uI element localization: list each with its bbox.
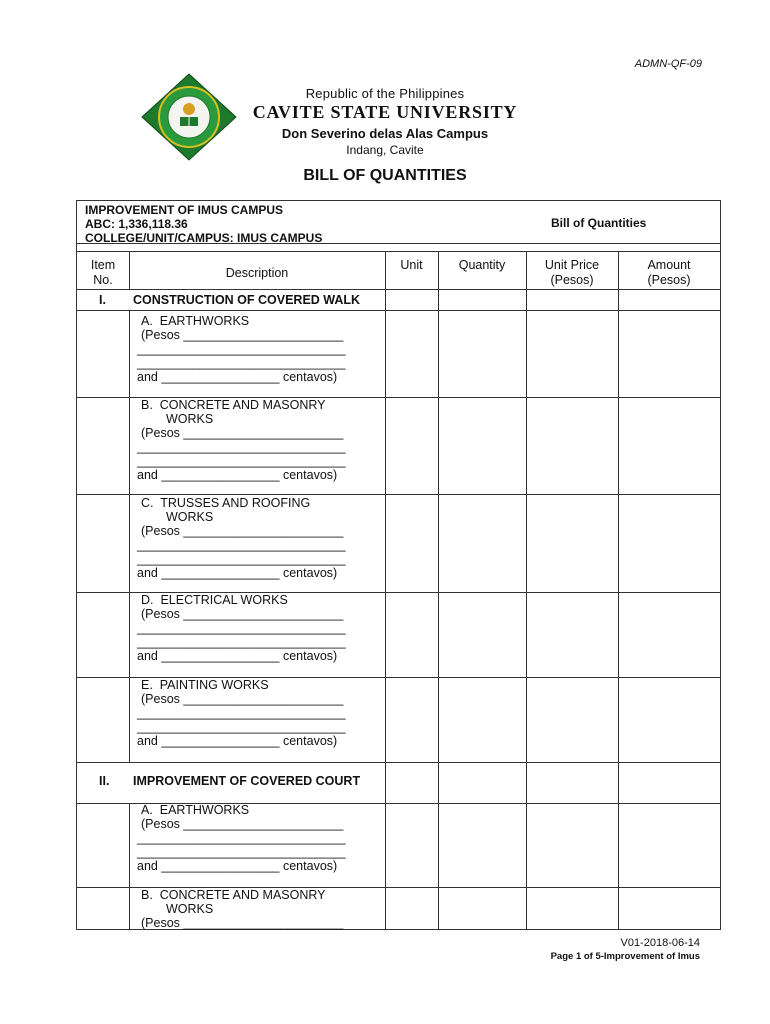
- row-divider: [77, 310, 720, 311]
- work-item: D. ELECTRICAL WORKS (Pesos _______________________ ______________________________ ______________________________ and _________________ centavos): [137, 593, 346, 663]
- work-item: A. EARTHWORKS (Pesos _______________________ ______________________________ ______________________________ and _________________ centavos): [137, 314, 346, 384]
- project-name: IMPROVEMENT OF IMUS CAMPUS: [85, 203, 284, 217]
- section-number: II.: [99, 774, 110, 788]
- divider: [77, 243, 720, 244]
- page-number: Page 1 of 5-Improvement of Imus: [550, 951, 700, 962]
- boq-label: Bill of Quantities: [551, 216, 647, 230]
- column-divider: [526, 251, 527, 930]
- project-abc: ABC: 1,336,118.36: [85, 217, 188, 231]
- version-code: V01-2018-06-14: [620, 937, 700, 949]
- university-name: CAVITE STATE UNIVERSITY: [252, 102, 518, 122]
- work-item: B. CONCRETE AND MASONRY WORKS (Pesos _______________________ ______________________________ ______________________________ and _________________ centavos): [137, 398, 346, 482]
- column-divider: [129, 803, 130, 930]
- work-item: A. EARTHWORKS (Pesos _______________________ ______________________________ ______________________________ and _________________ centavos): [137, 803, 346, 873]
- header-unit-price: Unit Price (Pesos): [544, 258, 600, 287]
- header-quantity: Quantity: [458, 258, 506, 272]
- divider: [77, 289, 720, 290]
- document-title: BILL OF QUANTITIES: [303, 167, 467, 184]
- column-divider: [129, 310, 130, 762]
- work-item: C. TRUSSES AND ROOFING WORKS (Pesos _______________________ ______________________________ ______________________________ and _________________ centavos): [137, 496, 346, 580]
- header-amount: Amount (Pesos): [647, 258, 691, 287]
- section-number: I.: [99, 293, 106, 307]
- header-description: Description: [225, 266, 289, 280]
- republic-line: Republic of the Philippines: [305, 86, 465, 101]
- project-unit: COLLEGE/UNIT/CAMPUS: IMUS CAMPUS: [85, 231, 323, 245]
- section-title: IMPROVEMENT OF COVERED COURT: [133, 774, 361, 788]
- column-divider: [618, 251, 619, 930]
- row-divider: [77, 494, 720, 495]
- header-item-no: Item No.: [90, 258, 116, 287]
- row-divider: [77, 762, 720, 763]
- campus-name: Don Severino delas Alas Campus: [281, 126, 489, 141]
- divider: [77, 251, 720, 252]
- work-item: B. CONCRETE AND MASONRY WORKS (Pesos _______________________: [141, 888, 344, 930]
- header-unit: Unit: [400, 258, 423, 272]
- work-item: E. PAINTING WORKS (Pesos _______________________ ______________________________ ______________________________ and _________________ centavos): [137, 678, 346, 748]
- letterhead: [250, 86, 520, 157]
- section-title: CONSTRUCTION OF COVERED WALK: [133, 293, 361, 307]
- campus-location: Indang, Cavite: [346, 143, 424, 157]
- project-info: [85, 203, 322, 245]
- column-divider: [385, 251, 386, 930]
- column-divider: [438, 251, 439, 930]
- bill-of-quantities-table: [76, 200, 721, 930]
- university-seal-logo: [138, 73, 240, 161]
- form-code: ADMN-QF-09: [634, 58, 702, 70]
